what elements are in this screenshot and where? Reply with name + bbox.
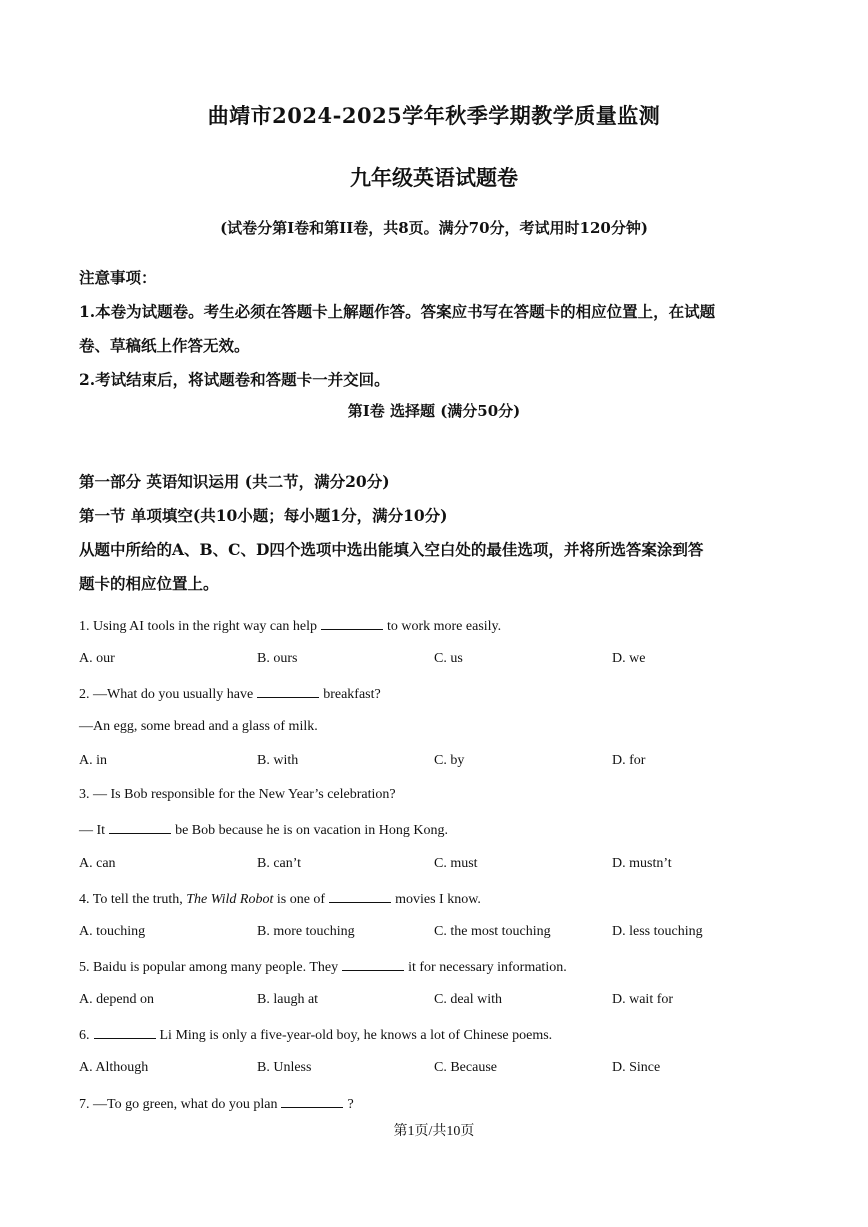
notice-heading: 注意事项： <box>79 268 157 287</box>
subsection-heading: 第一节 单项填空(共10小题；每小题1分，满分10分) <box>79 506 448 525</box>
q2-option-b: B. with <box>257 753 299 768</box>
notice-item-2: 2.考试结束后，将试题卷和答题卡一并交回。 <box>79 370 390 389</box>
q5-option-b: B. laugh at <box>257 992 319 1007</box>
exam-subtitle: 九年级英语试题卷 <box>350 165 518 190</box>
instruction-line-1: 从题中所给的A、B、C、D四个选项中选出能填入空白处的最佳选项，并将所选答案涂到答 <box>79 540 704 559</box>
question-7-text: 7. —To go green, what do you plan <box>79 1097 278 1112</box>
question-1-text: 1. Using AI tools in the right way can help <box>79 619 317 634</box>
q3-option-d: D. mustn’t <box>612 856 672 871</box>
question-2 <box>79 685 381 703</box>
exam-note: (试卷分第I卷和第II卷，共8页。满分70分，考试用时120分钟) <box>220 219 648 237</box>
question-3-reply-end: be Bob because he is on vacation in Hong Kong. <box>175 823 449 838</box>
q1-option-a: A. our <box>79 651 115 666</box>
question-5 <box>79 958 567 976</box>
q5-option-c: C. deal with <box>434 992 503 1007</box>
q4-option-c: C. the most touching <box>434 924 551 939</box>
question-6 <box>79 1026 552 1044</box>
question-3: 3. — Is Bob responsible for the New Year’s celebration? <box>79 787 396 802</box>
q3-option-b: B. can’t <box>257 856 302 871</box>
q2-option-d: D. for <box>612 753 646 768</box>
answer-blank <box>329 890 391 903</box>
q2-option-a: A. in <box>79 753 107 768</box>
answer-blank <box>281 1095 343 1108</box>
question-2-reply: —An egg, some bread and a glass of milk. <box>79 719 318 734</box>
question-4-text: 4. To tell the truth, <box>79 892 183 907</box>
q6-option-c: C. Because <box>434 1060 497 1075</box>
volume-heading: 第I卷 选择题 (满分50分) <box>347 402 521 420</box>
question-4-text-end: movies I know. <box>395 892 481 907</box>
exam-title: 曲靖市2024-2025学年秋季学期教学质量监测 <box>207 103 661 128</box>
q5-option-d: D. wait for <box>612 992 674 1007</box>
notice-item-1-line-2: 卷、草稿纸上作答无效。 <box>79 336 250 355</box>
part-heading: 第一部分 英语知识运用 (共二节，满分20分) <box>79 472 390 491</box>
question-3-reply <box>79 821 448 839</box>
question-4-text-mid: is one of <box>276 892 326 907</box>
question-7 <box>79 1095 354 1113</box>
answer-blank <box>321 617 383 630</box>
q6-option-b: B. Unless <box>257 1060 312 1075</box>
notice-item-1-line-1: 1.本卷为试题卷。考生必须在答题卡上解题作答。答案应书写在答题卡的相应位置上，在试题 <box>79 302 716 321</box>
q2-option-c: C. by <box>434 753 465 768</box>
q6-option-d: D. Since <box>612 1060 661 1075</box>
q5-option-a: A. depend on <box>79 992 155 1007</box>
q4-option-a: A. touching <box>79 924 146 939</box>
q1-option-c: C. us <box>434 651 463 666</box>
page-number: 第1页/共10页 <box>393 1124 475 1139</box>
question-6-number: 6. <box>79 1028 90 1043</box>
question-6-text: Li Ming is only a five-year-old boy, he knows a lot of Chinese poems. <box>159 1028 553 1043</box>
question-5-text: 5. Baidu is popular among many people. They <box>79 960 339 975</box>
q3-option-c: C. must <box>434 856 478 871</box>
q4-option-b: B. more touching <box>257 924 355 939</box>
question-2-text-end: breakfast? <box>323 687 381 702</box>
instruction-line-2: 题卡的相应位置上。 <box>79 574 219 593</box>
answer-blank <box>257 685 319 698</box>
question-5-text-end: it for necessary information. <box>408 960 567 975</box>
question-1-text-end: to work more easily. <box>386 619 502 634</box>
question-1 <box>79 617 501 635</box>
question-2-text: 2. —What do you usually have <box>79 687 254 702</box>
q3-option-a: A. can <box>79 856 116 871</box>
question-4 <box>79 890 481 908</box>
answer-blank <box>342 958 404 971</box>
q6-option-a: A. Although <box>79 1060 149 1075</box>
question-7-text-end: ? <box>347 1097 354 1112</box>
answer-blank <box>94 1026 156 1039</box>
q1-option-b: B. ours <box>257 651 298 666</box>
q1-option-d: D. we <box>612 651 646 666</box>
question-3-reply-start: — It <box>79 823 106 838</box>
movie-title: The Wild Robot <box>186 892 274 907</box>
answer-blank <box>109 821 171 834</box>
q4-option-d: D. less touching <box>612 924 703 939</box>
